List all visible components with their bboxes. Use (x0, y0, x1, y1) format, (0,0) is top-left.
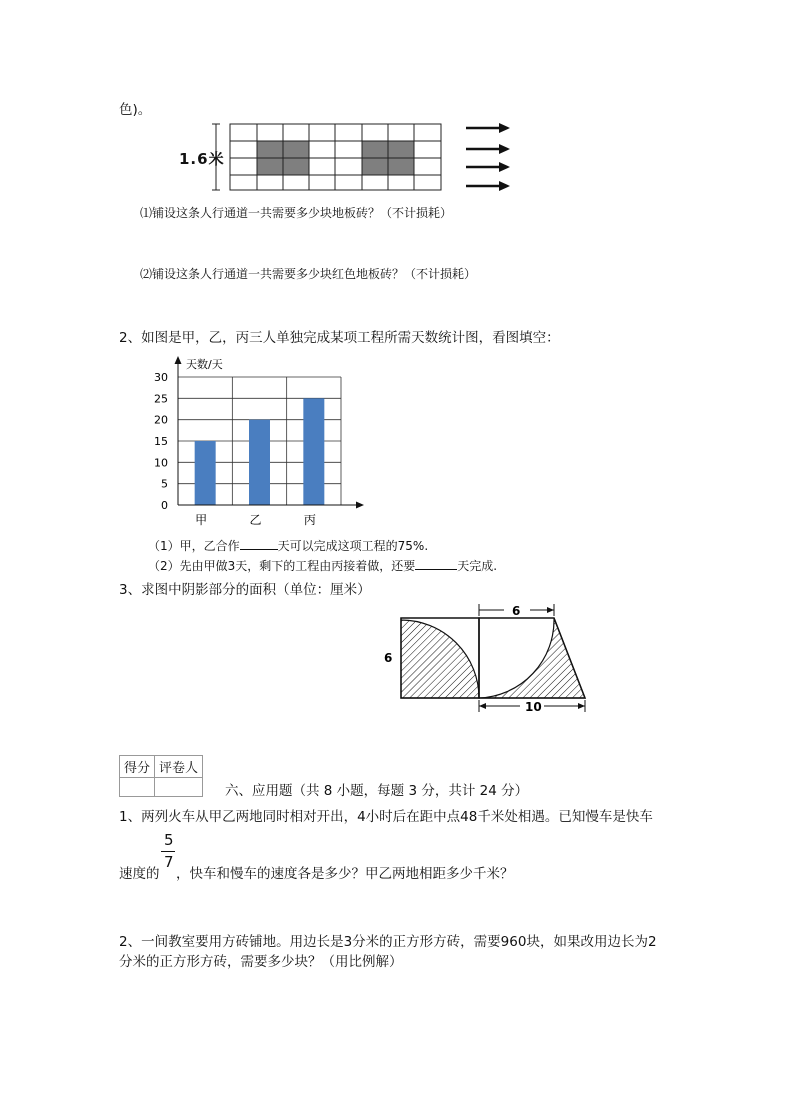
fraction-denominator: 7 (164, 853, 174, 871)
y-axis-arrow (175, 356, 182, 364)
problem-2-line-2: 分米的正方形方砖，需要多少块？（用比例解） (119, 954, 403, 970)
bottom-dimension-label: 10 (525, 700, 542, 714)
left-dimension-label: 6 (384, 651, 393, 665)
problem-1-prefix: 速度的 (119, 866, 160, 882)
y-tick-label: 30 (154, 371, 168, 384)
chart-bars (195, 398, 325, 505)
problem-1-line-1: 1、两列火车从甲乙两地同时相对开出，4小时后在距中点48千米处相遇。已知慢车是快车 (119, 809, 653, 825)
fraction-bar (161, 851, 175, 852)
answer-blank-1[interactable] (240, 537, 278, 550)
right-shaded-region (479, 618, 585, 698)
previous-question-tail: 色)。 (119, 102, 152, 118)
score-cell[interactable] (120, 778, 155, 797)
y-tick-label: 15 (154, 435, 168, 448)
score-header-grader: 评卷人 (155, 756, 203, 778)
y-tick-label: 5 (161, 477, 168, 491)
bar-3 (303, 398, 324, 505)
y-tick-label: 10 (154, 456, 168, 470)
category-label: 乙 (249, 513, 262, 527)
section-6-title: 六、应用题（共 8 小题，每题 3 分，共计 24 分） (225, 783, 529, 799)
question-3-heading: 3、求图中阴影部分的面积（单位：厘米） (119, 582, 371, 598)
shaded-area-figure (380, 600, 590, 715)
top-dimension-label: 6 (512, 604, 521, 618)
score-header-score: 得分 (120, 756, 155, 778)
question-1-2: ⑵铺设这条人行通道一共需要多少块红色地板砖？（不计损耗） (140, 267, 477, 281)
category-label: 丙 (303, 513, 316, 527)
y-tick-label: 20 (154, 413, 168, 427)
x-axis-arrow (356, 502, 364, 509)
question-2-sub2: （2）先由甲做3天，剩下的工程由丙接着做，还要 天完成. (148, 559, 498, 573)
category-label: 甲 (195, 513, 208, 527)
question-1-1: ⑴铺设这条人行通道一共需要多少块地板砖？（不计损耗） (140, 206, 453, 220)
score-table (119, 755, 203, 797)
bar-2 (249, 420, 270, 505)
answer-blank-2[interactable] (415, 557, 457, 570)
continuation-arrows (466, 123, 510, 191)
y-tick-label: 0 (161, 499, 168, 512)
grader-cell[interactable] (155, 778, 203, 797)
width-label: 1.6米 (179, 150, 225, 168)
y-axis-label: 天数/天 (186, 358, 223, 371)
fraction-numerator: 5 (164, 831, 174, 849)
x-category-labels (195, 513, 316, 527)
problem-1-line-2: ，快车和慢车的速度各是多少？甲乙两地相距多少千米？ (176, 866, 514, 882)
question-2-heading: 2、如图是甲，乙，丙三人单独完成某项工程所需天数统计图，看图填空： (119, 330, 560, 346)
problem-2-line-1: 2、一间教室要用方砖铺地。用边长是3分米的正方形方砖，需要960块，如果改用边长为2 (119, 934, 657, 950)
left-shaded-region (401, 618, 479, 698)
y-tick-labels (154, 371, 168, 512)
y-tick-label: 25 (154, 392, 168, 406)
days-bar-chart (140, 350, 380, 535)
question-2-sub1: （1）甲，乙合作 天可以完成这项工程的75%. (148, 539, 429, 553)
bar-1 (195, 441, 216, 505)
